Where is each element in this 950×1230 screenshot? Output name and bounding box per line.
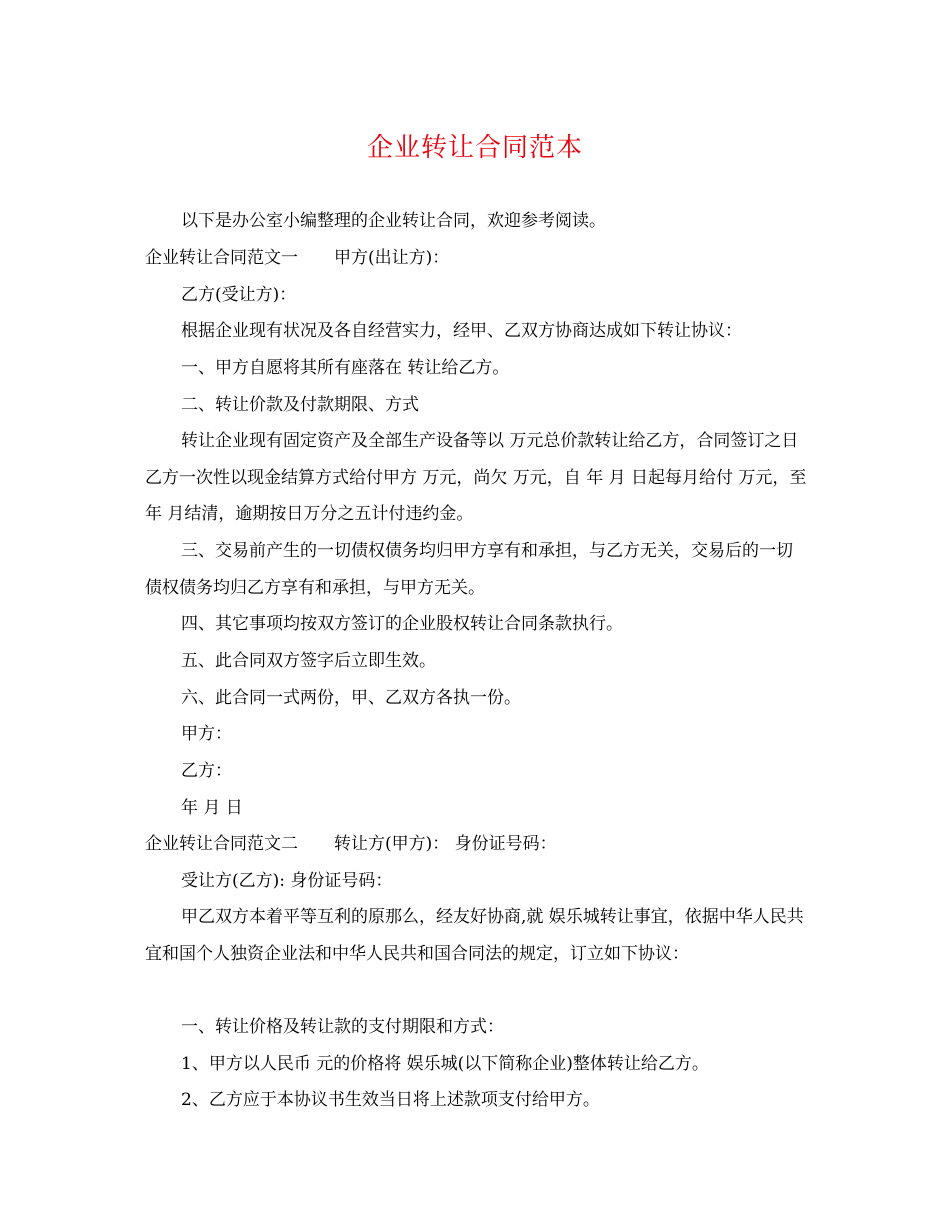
signature-date: 年 月 日 (181, 798, 243, 818)
sample1-heading: 企业转让合同范文一 (145, 248, 298, 268)
clause-2: 二、转让价款及付款期限、方式 (181, 395, 419, 415)
clause-5: 五、此合同双方签字后立即生效。 (181, 651, 436, 671)
party-b-transferee: 乙方(受让方)： (181, 285, 297, 305)
sample1-heading-line (145, 240, 807, 277)
intro-paragraph: 以下是办公室小编整理的企业转让合同，欢迎参考阅读。 (181, 211, 606, 231)
sample2-heading-line (145, 826, 807, 863)
party-a-transferor: 甲方(出让方)： (334, 248, 450, 268)
clause-6: 六、此合同一式两份，甲、乙双方各执一份。 (181, 688, 521, 708)
signature-party-a: 甲方： (181, 724, 232, 744)
signature-party-b: 乙方： (181, 761, 232, 781)
item-2: 2、乙方应于本协议书生效当日将上述款项支付给甲方。 (181, 1090, 600, 1110)
section-1: 一、转让价格及转让款的支付期限和方式： (181, 1017, 504, 1037)
clause-2-body: 转让企业现有固定资产及全部生产设备等以 万元总价款转让给乙方，合同签订之日乙方一次性以现金结算方式给付甲方 万元，尚欠 万元，自 年 月 日起每月给付 万元，至 年 月结清，逾期按日万分之五计付违约金。 (145, 431, 807, 525)
clause-1: 一、甲方自愿将其所有座落在 转让给乙方。 (181, 358, 510, 378)
preamble-2: 甲乙双方本着平等互利的原那么，经友好协商,就 娱乐城转让事宜，依据中华人民共宜和国个人独资企业法和中华人民共和国合同法的规定，订立如下协议： (145, 907, 804, 964)
transferor-line: 转让方(甲方)： 身份证号码： (334, 834, 557, 854)
clause-4: 四、其它事项均按双方签订的企业股权转让合同条款执行。 (181, 614, 623, 634)
transferee-line: 受让方(乙方): 身份证号码： (181, 871, 393, 891)
sample2-heading: 企业转让合同范文二 (145, 834, 298, 854)
preamble-1: 根据企业现有状况及各自经营实力，经甲、乙双方协商达成如下转让协议： (181, 321, 742, 341)
clause-3: 三、交易前产生的一切债权债务均归甲方享有和承担，与乙方无关，交易后的一切债权债务均归乙方享有和承担，与甲方无关。 (145, 541, 793, 598)
document-title: 企业转让合同范本 (366, 133, 583, 163)
item-1: 1、甲方以人民币 元的价格将 娱乐城(以下简称企业)整体转让给乙方。 (181, 1054, 709, 1074)
